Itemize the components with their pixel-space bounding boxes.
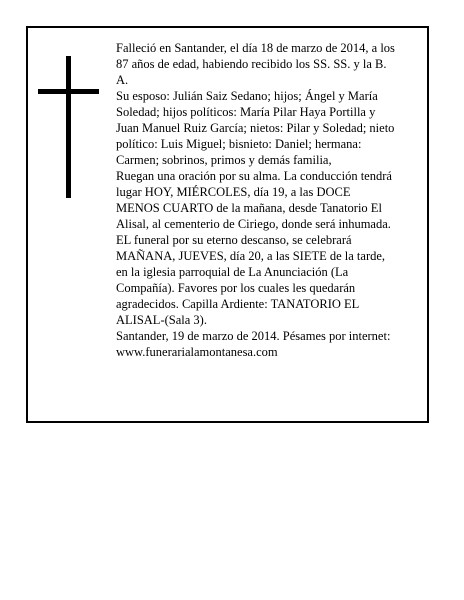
- cross-icon: [38, 56, 99, 198]
- obituary-line: EL funeral por su eterno descanso, se celebrará: [116, 233, 352, 247]
- obituary-line: Compañía). Favores por los cuales les quedarán: [116, 281, 356, 295]
- cross-horizontal-bar: [38, 89, 99, 94]
- obituary-line: MENOS CUARTO de la mañana, desde Tanatorio El: [116, 201, 382, 215]
- obituary-notice: [26, 26, 429, 423]
- obituary-line: Alisal, al cementerio de Ciriego, donde será inhumada.: [116, 217, 391, 231]
- obituary-text: [116, 40, 422, 360]
- obituary-line: agradecidos. Capilla Ardiente: TANATORIO EL: [116, 297, 360, 311]
- obituary-line: Su esposo: Julián Saiz Sedano; hijos; Ángel y María: [116, 89, 378, 103]
- obituary-line: Carmen; sobrinos, primos y demás familia,: [116, 153, 332, 167]
- cross-vertical-bar: [66, 56, 71, 198]
- obituary-line: A.: [116, 73, 129, 87]
- obituary-line: político: Luis Miguel; bisnieto: Daniel; hermana:: [116, 137, 362, 151]
- obituary-line: en la iglesia parroquial de La Anunciación (La: [116, 265, 349, 279]
- obituary-line: lugar HOY, MIÉRCOLES, día 19, a las DOCE: [116, 185, 351, 199]
- obituary-line: www.funerarialamontanesa.com: [116, 345, 278, 359]
- obituary-line: Falleció en Santander, el día 18 de marzo de 2014, a los: [116, 41, 395, 55]
- obituary-line: 87 años de edad, habiendo recibido los SS. SS. y la B.: [116, 57, 387, 71]
- obituary-line: Soledad; hijos políticos: María Pilar Haya Portilla y: [116, 105, 376, 119]
- obituary-line: Juan Manuel Ruiz García; nietos: Pilar y Soledad; nieto: [116, 121, 395, 135]
- obituary-line: ALISAL-(Sala 3).: [116, 313, 207, 327]
- obituary-line: Ruegan una oración por su alma. La conducción tendrá: [116, 169, 392, 183]
- obituary-line: Santander, 19 de marzo de 2014. Pésames por internet:: [116, 329, 391, 343]
- obituary-line: MAÑANA, JUEVES, día 20, a las SIETE de la tarde,: [116, 249, 386, 263]
